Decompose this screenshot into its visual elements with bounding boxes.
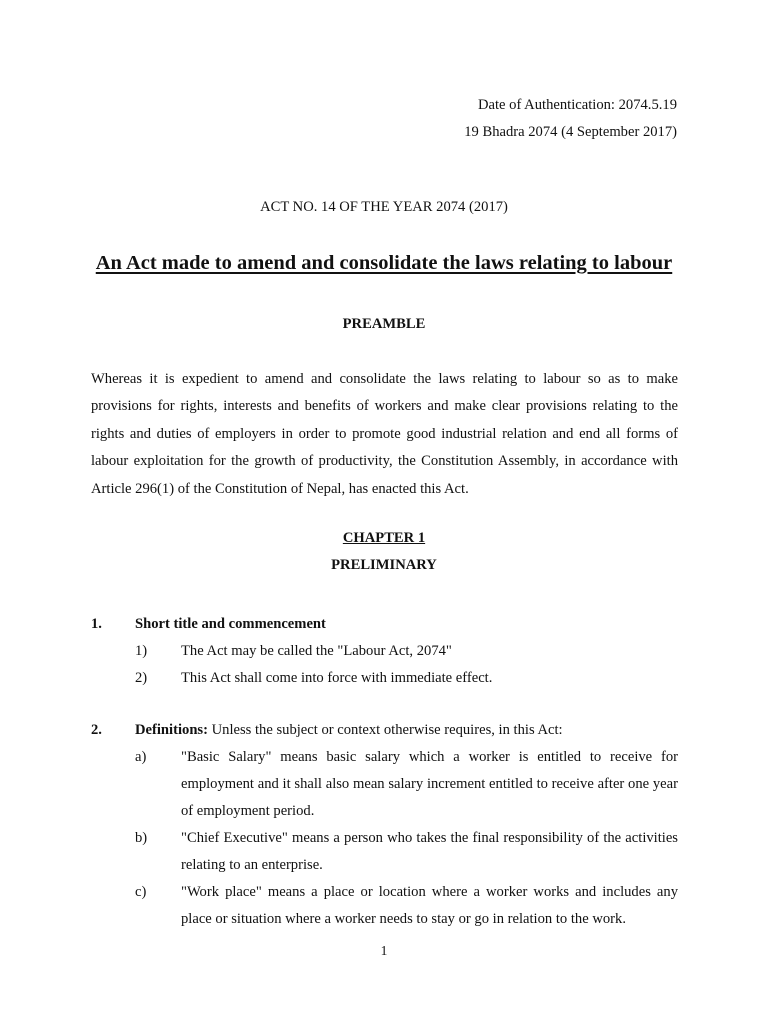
section-number: 2. bbox=[91, 722, 102, 738]
list-item-text: The Act may be called the "Labour Act, 2074" bbox=[181, 643, 452, 659]
list-item-label: c) bbox=[135, 884, 147, 900]
section-number: 1. bbox=[91, 616, 102, 632]
list-item bbox=[91, 638, 678, 665]
nepali-english-date: 19 Bhadra 2074 (4 September 2017) bbox=[464, 124, 677, 140]
chapter-heading-text: CHAPTER 1 bbox=[342, 530, 426, 546]
list-item-text: "Basic Salary" means basic salary which a worker is entitled to receive for employment and it shall also mean salary increment entitled to receive after one year of employment period. bbox=[181, 749, 678, 819]
section-title: Definitions: bbox=[135, 722, 208, 738]
list-item-text: "Chief Executive" means a person who takes the final responsibility of the activities relating to an enterprise. bbox=[181, 830, 678, 873]
act-title bbox=[0, 252, 768, 275]
section-1 bbox=[91, 611, 678, 692]
section-title: Short title and commencement bbox=[135, 616, 326, 632]
list-item-text: "Work place" means a place or location where a worker works and includes any place or situation where a worker needs to stay or go in relation to the work. bbox=[181, 884, 678, 927]
act-title-text: An Act made to amend and consolidate the laws relating to labour bbox=[95, 252, 673, 274]
list-item-label: b) bbox=[135, 830, 148, 846]
page-number: 1 bbox=[380, 943, 388, 958]
section-heading-text bbox=[135, 717, 563, 744]
act-number: ACT NO. 14 OF THE YEAR 2074 (2017) bbox=[260, 199, 508, 215]
section-2 bbox=[91, 717, 678, 933]
authentication-block bbox=[464, 92, 677, 146]
section-intro: Unless the subject or context otherwise requires, in this Act: bbox=[207, 722, 563, 738]
preamble-heading: PREAMBLE bbox=[342, 316, 426, 332]
section-heading bbox=[91, 717, 678, 744]
list-item bbox=[91, 744, 678, 825]
list-item-label: 1) bbox=[135, 643, 148, 659]
list-item-text: This Act shall come into force with immediate effect. bbox=[181, 670, 493, 686]
section-heading-text bbox=[135, 611, 326, 638]
preamble-text: Whereas it is expedient to amend and consolidate the laws relating to labour so as to make provisions for rights, interests and benefits of workers and make clear provisions relating to the rights and duties of employers in order to promote good industrial relation and end all forms of labour exploitation for the growth of productivity, the Constitution Assembly, in accordance with Article 296(1) of the Constitution of Nepal, has enacted this Act. bbox=[91, 371, 678, 497]
list-item bbox=[91, 825, 678, 879]
section-heading bbox=[91, 611, 678, 638]
authentication-date: Date of Authentication: 2074.5.19 bbox=[477, 97, 677, 113]
list-item bbox=[91, 879, 678, 933]
list-item-label: a) bbox=[135, 749, 147, 765]
chapter-subheading: PRELIMINARY bbox=[331, 557, 437, 573]
list-item-label: 2) bbox=[135, 670, 148, 686]
chapter-heading bbox=[0, 530, 768, 547]
list-item bbox=[91, 665, 678, 692]
